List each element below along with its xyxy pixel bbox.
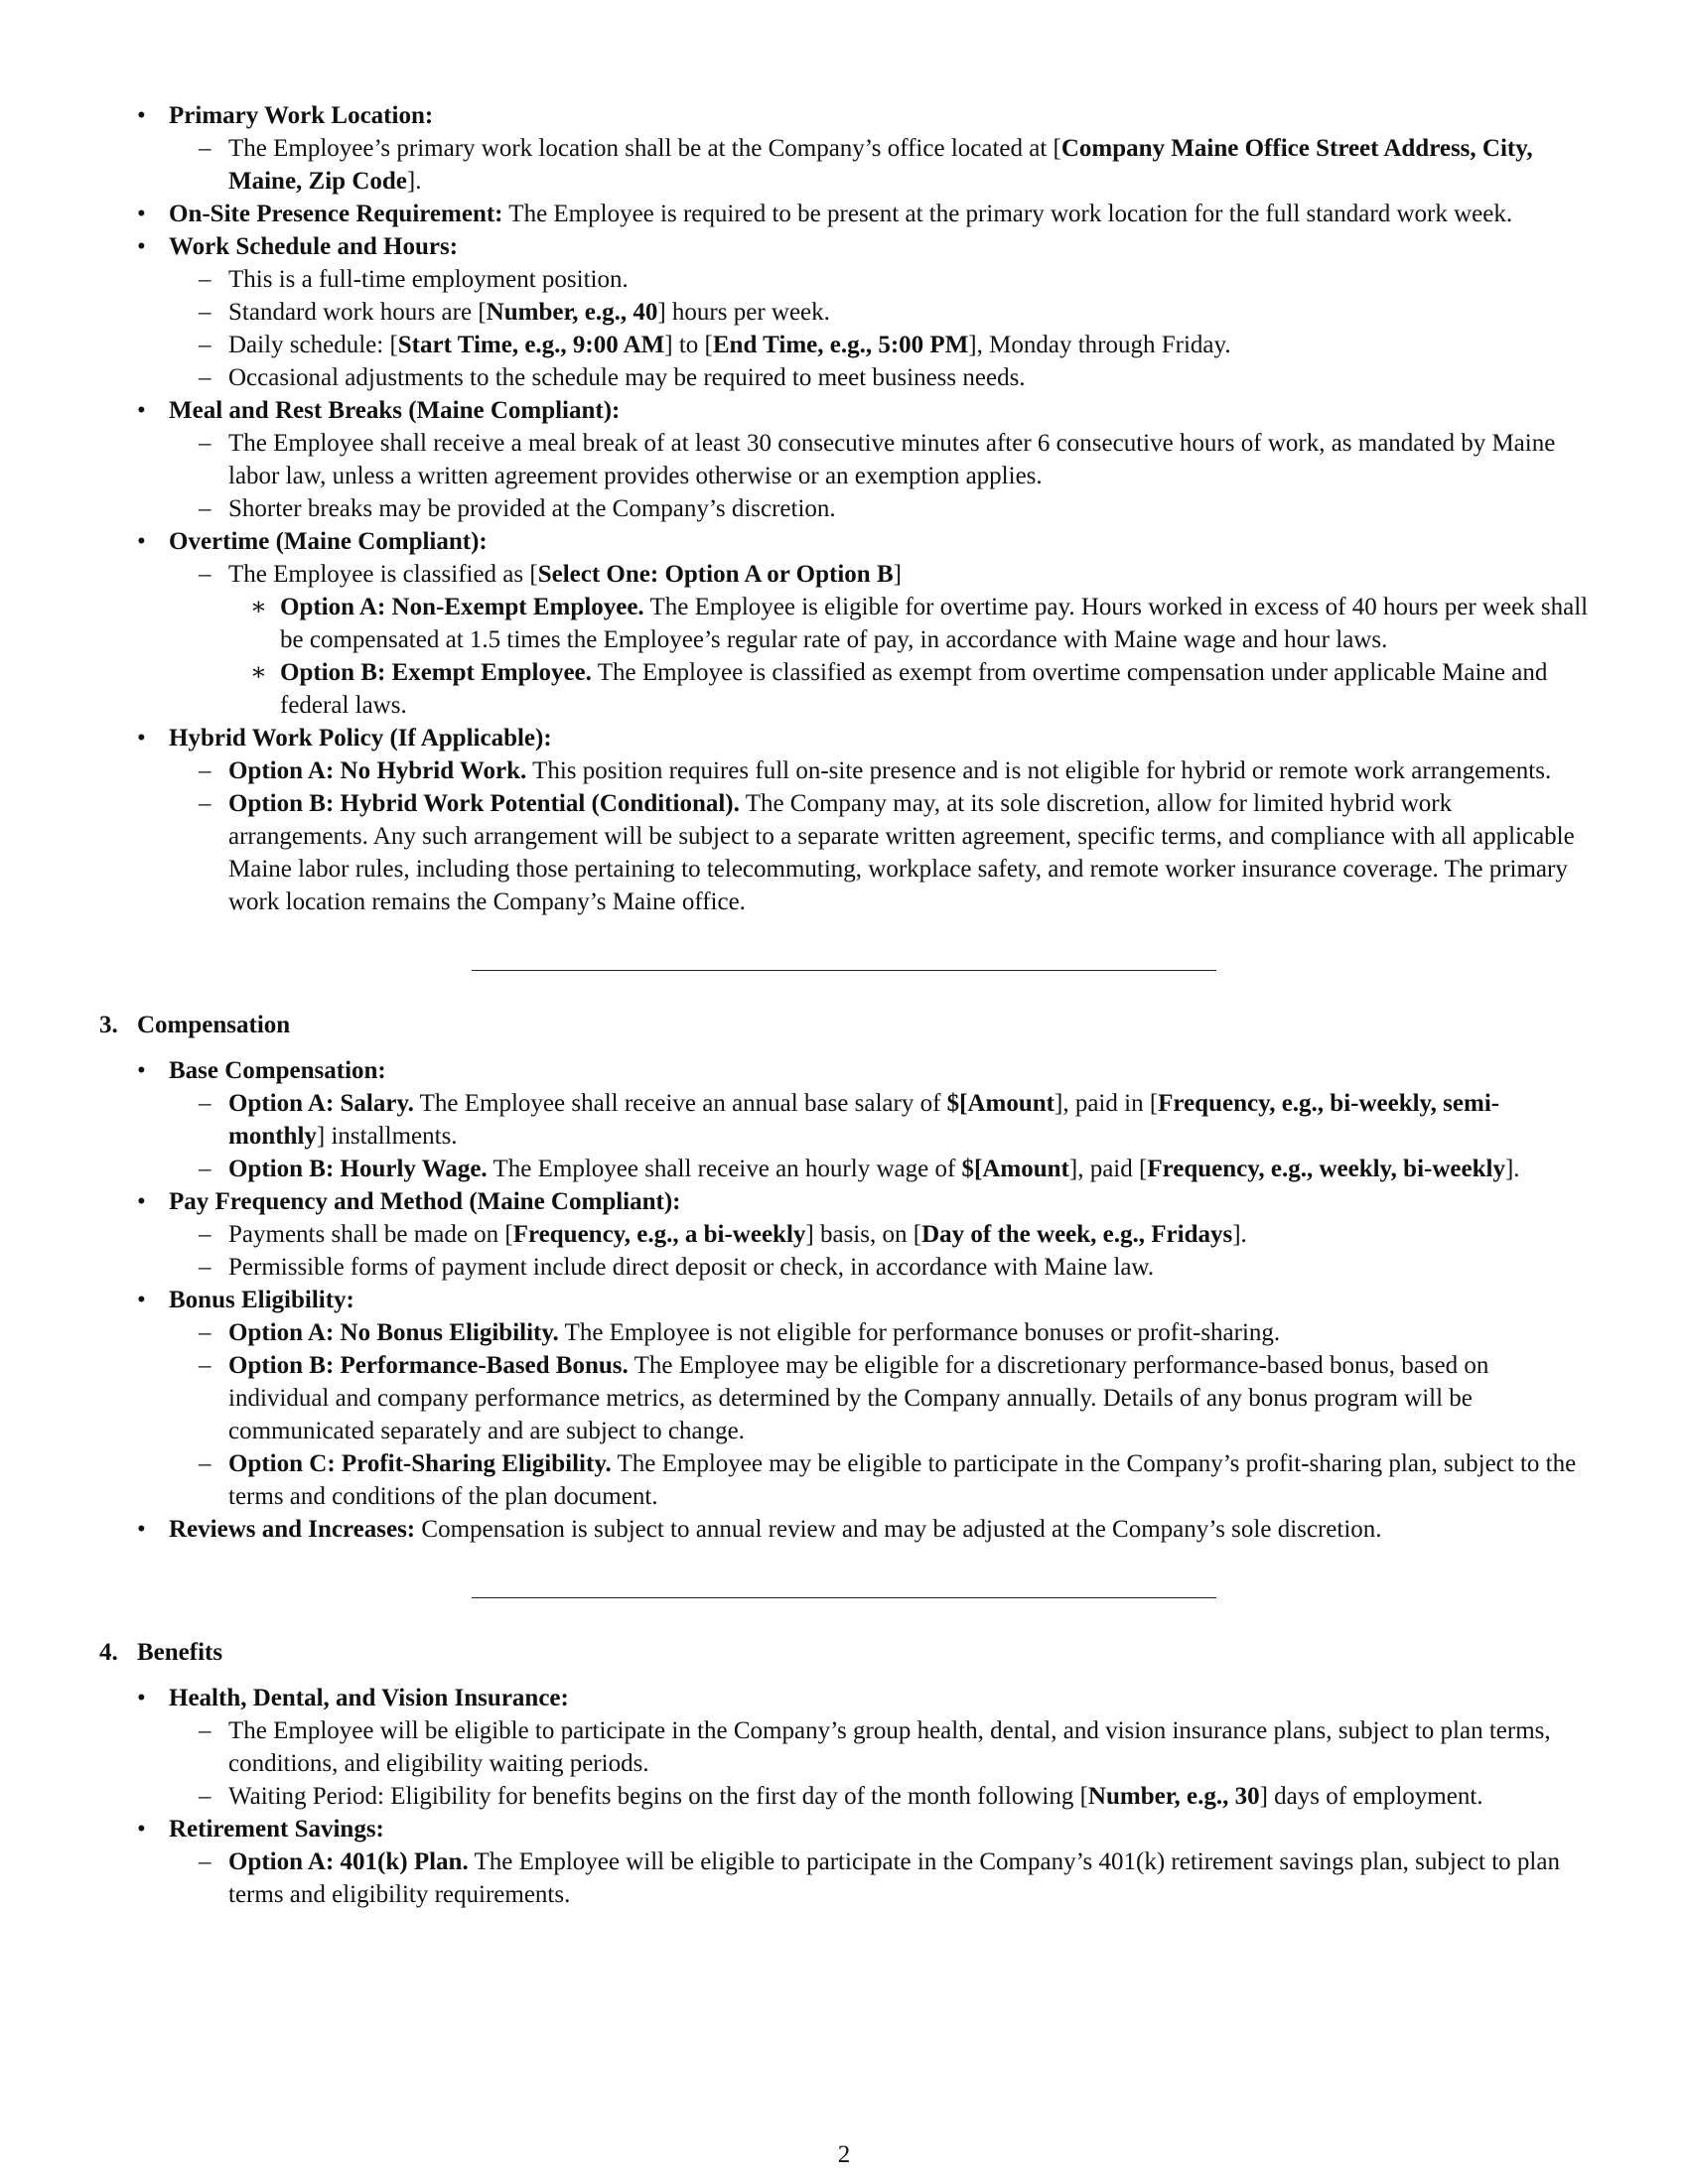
item-title: On-Site Presence Requirement: <box>169 201 503 227</box>
list-item: – Option B: Hourly Wage. The Employee shall receive an hourly wage of $[Amount], paid [Frequency, e.g., weekly, bi-weekly]. <box>169 1153 1589 1185</box>
list-item-onsite: • On-Site Presence Requirement: The Employee is required to be present at the primary work location for the full standard work week. <box>99 198 1589 230</box>
list-item: – Standard work hours are [Number, e.g., 40] hours per week. <box>169 296 1589 329</box>
list-item-retirement <box>99 1813 1589 1911</box>
page-number: 2 <box>837 2141 851 2168</box>
list-item: – Option A: 401(k) Plan. The Employee will be eligible to participate in the Company’s 401(k) retirement savings plan, subject to plan terms and eligibility requirements. <box>169 1845 1589 1911</box>
item-title: Primary Work Location: <box>169 102 434 129</box>
list-item-schedule <box>99 230 1589 394</box>
list-item-pay-frequency <box>99 1185 1589 1284</box>
item-title: Meal and Rest Breaks (Maine Compliant): <box>169 397 621 424</box>
item-title: Work Schedule and Hours: <box>169 233 459 260</box>
list-item: – This is a full-time employment position. <box>169 263 1589 296</box>
list-item-primary-location <box>99 99 1589 198</box>
list-item: – Permissible forms of payment include direct deposit or check, in accordance with Maine law. <box>169 1251 1589 1284</box>
list-item: – The Employee shall receive a meal break of at least 30 consecutive minutes after 6 consecutive hours of work, as mandated by Maine labor law, unless a written agreement provides otherwise or an exemption applies. <box>169 427 1589 492</box>
list-item: – Occasional adjustments to the schedule may be required to meet business needs. <box>169 361 1589 394</box>
list-item: – Option B: Performance-Based Bonus. The Employee may be eligible for a discretionary performance-based bonus, based on individual and company performance metrics, as determined by the Company annually. Details of any bonus program will be communicated separately and are subject to change. <box>169 1349 1589 1447</box>
list-item: – Waiting Period: Eligibility for benefits begins on the first day of the month following [Number, e.g., 30] days of employment. <box>169 1780 1589 1813</box>
section-heading-compensation: 3. Compensation <box>99 1012 291 1038</box>
item-title: Base Compensation: <box>169 1057 386 1084</box>
list-item: – Option A: No Hybrid Work. This position requires full on-site presence and is not eligible for hybrid or remote work arrangements. <box>169 754 1589 787</box>
item-title: Retirement Savings: <box>169 1816 384 1843</box>
document-content <box>99 99 1589 1911</box>
list-item: – Option A: No Bonus Eligibility. The Employee is not eligible for performance bonuses or profit-sharing. <box>169 1316 1589 1349</box>
section-divider <box>472 1597 1216 1598</box>
section-divider <box>472 970 1216 971</box>
list-item: – Option B: Hybrid Work Potential (Conditional). The Company may, at its sole discretion, allow for limited hybrid work arrangements. Any such arrangement will be subject to a separate written agreement, specific terms, and compliance with all applicable Maine labor rules, including those pertaining to telecommuting, workplace safety, and remote worker insurance coverage. The primary work location remains the Company’s Maine office. <box>169 787 1589 918</box>
list-item: – The Employee will be eligible to participate in the Company’s group health, dental, and vision insurance plans, subject to plan terms, conditions, and eligibility waiting periods. <box>169 1714 1589 1780</box>
item-title: Reviews and Increases: <box>169 1516 416 1543</box>
list-item: – Shorter breaks may be provided at the Company’s discretion. <box>169 492 1589 525</box>
list-item-health <box>99 1682 1589 1813</box>
item-title: Hybrid Work Policy (If Applicable): <box>169 725 552 751</box>
list-item: – Option C: Profit-Sharing Eligibility. The Employee may be eligible to participate in the Company’s profit-sharing plan, subject to the terms and conditions of the plan document. <box>169 1447 1589 1513</box>
list-item-meal-breaks <box>99 394 1589 525</box>
list-item: – Daily schedule: [Start Time, e.g., 9:00 AM] to [End Time, e.g., 5:00 PM], Monday through Friday. <box>169 329 1589 361</box>
list-item: – Option A: Salary. The Employee shall receive an annual base salary of $[Amount], paid in [Frequency, e.g., bi-weekly, semi-monthly] installments. <box>169 1087 1589 1153</box>
list-item-reviews: • Reviews and Increases: Compensation is subject to annual review and may be adjusted at the Company’s sole discretion. <box>99 1513 1589 1546</box>
item-title: Pay Frequency and Method (Maine Compliant): <box>169 1188 681 1215</box>
compensation-list <box>99 1054 1589 1546</box>
list-item: – The Employee’s primary work location shall be at the Company’s office located at [Company Maine Office Street Address, City, Maine, Zip Code]. <box>169 132 1589 198</box>
list-item: ∗ Option A: Non-Exempt Employee. The Employee is eligible for overtime pay. Hours worked in excess of 40 hours per week shall be compensated at 1.5 times the Employee’s regular rate of pay, in accordance with Maine wage and hour laws. <box>228 591 1589 656</box>
list-item: – Payments shall be made on [Frequency, e.g., a bi-weekly] basis, on [Day of the week, e.g., Fridays]. <box>169 1218 1589 1251</box>
list-item-hybrid <box>99 722 1589 918</box>
list-item: – The Employee is classified as [Select One: Option A or Option B] ∗ Option A: Non-Exempt Employee. The Employee is eligible for overtime pay. Hours worked in excess of 40 hours per week shall be compensated at 1.5 times the Employee’s regular rate of pay, in accordance with Maine wage and hour laws. ∗ Option B: Exempt Employee. The Employee is classified as exempt from overtime compensation under applicable Maine and federal laws. <box>169 558 1589 722</box>
benefits-list <box>99 1682 1589 1911</box>
list-item: ∗ Option B: Exempt Employee. The Employee is classified as exempt from overtime compensation under applicable Maine and federal laws. <box>228 656 1589 722</box>
item-title: Bonus Eligibility: <box>169 1287 354 1313</box>
work-terms-list <box>99 99 1589 918</box>
list-item-overtime <box>99 525 1589 722</box>
list-item-bonus <box>99 1284 1589 1513</box>
list-item-base-compensation <box>99 1054 1589 1185</box>
section-heading-benefits: 4. Benefits <box>99 1639 223 1666</box>
item-title: Health, Dental, and Vision Insurance: <box>169 1685 569 1711</box>
item-title: Overtime (Maine Compliant): <box>169 528 488 555</box>
